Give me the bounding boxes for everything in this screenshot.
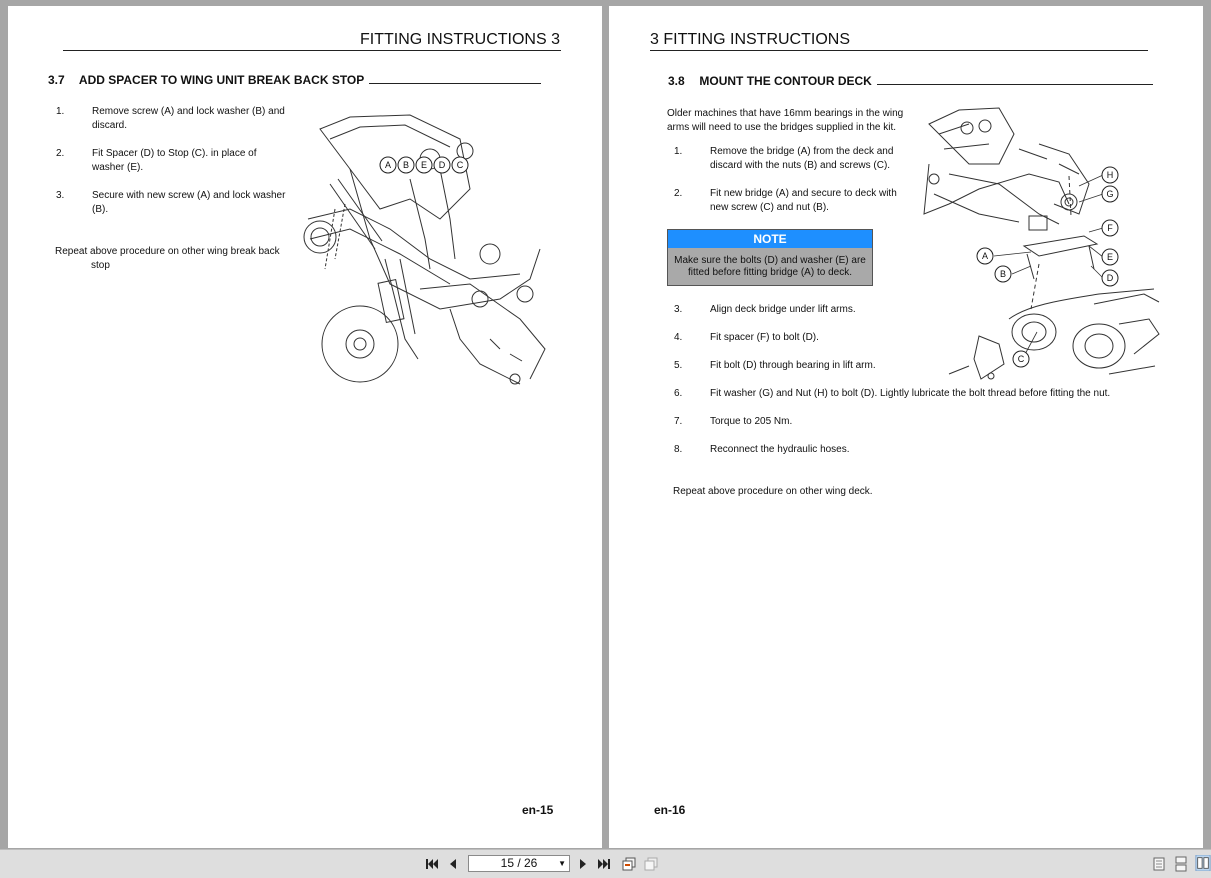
note-box [667, 229, 873, 286]
section-heading [668, 74, 1153, 88]
callout-c: C [1017, 354, 1025, 364]
wing-stop-figure [290, 109, 548, 389]
callout-c: C [456, 160, 464, 170]
contour-deck-figure [919, 104, 1165, 386]
step-number: 7. [674, 416, 683, 427]
step-text: Remove the bridge (A) from the deck and discard with the nuts (B) and screws (C). [710, 146, 894, 171]
step-text: Reconnect the hydraulic hoses. [710, 444, 850, 455]
step-text: Torque to 205 Nm. [710, 416, 793, 427]
paste-view-icon[interactable] [643, 856, 659, 872]
copy-view-icon[interactable] [621, 856, 637, 872]
step-text: Fit bolt (D) through bearing in lift arm. [710, 360, 876, 371]
single-page-view-icon[interactable] [1152, 856, 1166, 872]
right-page [609, 6, 1203, 848]
page-number-input[interactable] [468, 855, 570, 872]
step-number: 2. [674, 188, 683, 199]
step-number: 3. [674, 304, 683, 315]
step-text: Fit spacer (F) to bolt (D). [710, 332, 819, 343]
continuous-view-icon[interactable] [1174, 856, 1188, 872]
next-page-icon[interactable] [578, 856, 588, 872]
intro-paragraph: Older machines that have 16mm bearings in the wing arms will need to use the bridges supplied in the kit. [667, 108, 904, 133]
repeat-note: Repeat above procedure on other wing break back stop [55, 246, 280, 271]
step-text: Fit Spacer (D) to Stop (C). in place of washer (E). [92, 148, 257, 173]
callout-a: A [981, 251, 989, 261]
previous-page-icon[interactable] [448, 856, 458, 872]
step-number: 4. [674, 332, 683, 343]
callout-d: D [1106, 273, 1114, 283]
step-number: 6. [674, 388, 683, 399]
callout-h: H [1106, 170, 1114, 180]
page-header: FITTING INSTRUCTIONS 3 [360, 31, 560, 48]
callout-g: G [1106, 189, 1114, 199]
callout-d: D [438, 160, 446, 170]
page-header: 3 FITTING INSTRUCTIONS [650, 31, 850, 48]
last-page-icon[interactable] [597, 856, 611, 872]
callout-a: A [384, 160, 392, 170]
first-page-icon[interactable] [425, 856, 439, 872]
viewer-toolbar [0, 849, 1211, 878]
callout-b: B [402, 160, 410, 170]
note-title: NOTE [668, 230, 872, 248]
step-text: Secure with new screw (A) and lock washer (B). [92, 190, 286, 215]
step-number: 1. [674, 146, 683, 157]
step-text: Fit new bridge (A) and secure to deck with new screw (C) and nut (B). [710, 188, 897, 213]
step-text: Remove screw (A) and lock washer (B) and discard. [92, 106, 285, 131]
section-number: 3.8 [668, 74, 685, 88]
step-number: 1. [56, 106, 65, 117]
section-title: MOUNT THE CONTOUR DECK [699, 74, 872, 88]
section-heading [48, 73, 541, 87]
callout-e: E [1106, 252, 1114, 262]
left-page [8, 6, 602, 848]
callout-e: E [420, 160, 428, 170]
header-rule [63, 50, 561, 51]
section-number: 3.7 [48, 73, 65, 87]
callout-b: B [999, 269, 1007, 279]
section-title: ADD SPACER TO WING UNIT BREAK BACK STOP [78, 73, 365, 87]
step-number: 8. [674, 444, 683, 455]
callout-f: F [1107, 223, 1113, 233]
repeat-note: Repeat above procedure on other wing deck. [673, 486, 873, 497]
chevron-down-icon[interactable]: ▼ [558, 859, 566, 868]
step-number: 3. [56, 190, 65, 201]
page-indicator-text: 15 / 26 [500, 856, 538, 870]
step-number: 2. [56, 148, 65, 159]
header-rule [650, 50, 1148, 51]
note-body: Make sure the bolts (D) and washer (E) are fitted before fitting bridge (A) to deck. [668, 248, 872, 285]
page-number: en-15 [522, 803, 554, 817]
step-number: 5. [674, 360, 683, 371]
step-text: Align deck bridge under lift arms. [710, 304, 856, 315]
page-number: en-16 [654, 803, 686, 817]
step-text: Fit washer (G) and Nut (H) to bolt (D). Lightly lubricate the bolt thread before fitting the nut. [710, 388, 1111, 399]
two-page-view-icon[interactable] [1195, 855, 1211, 871]
